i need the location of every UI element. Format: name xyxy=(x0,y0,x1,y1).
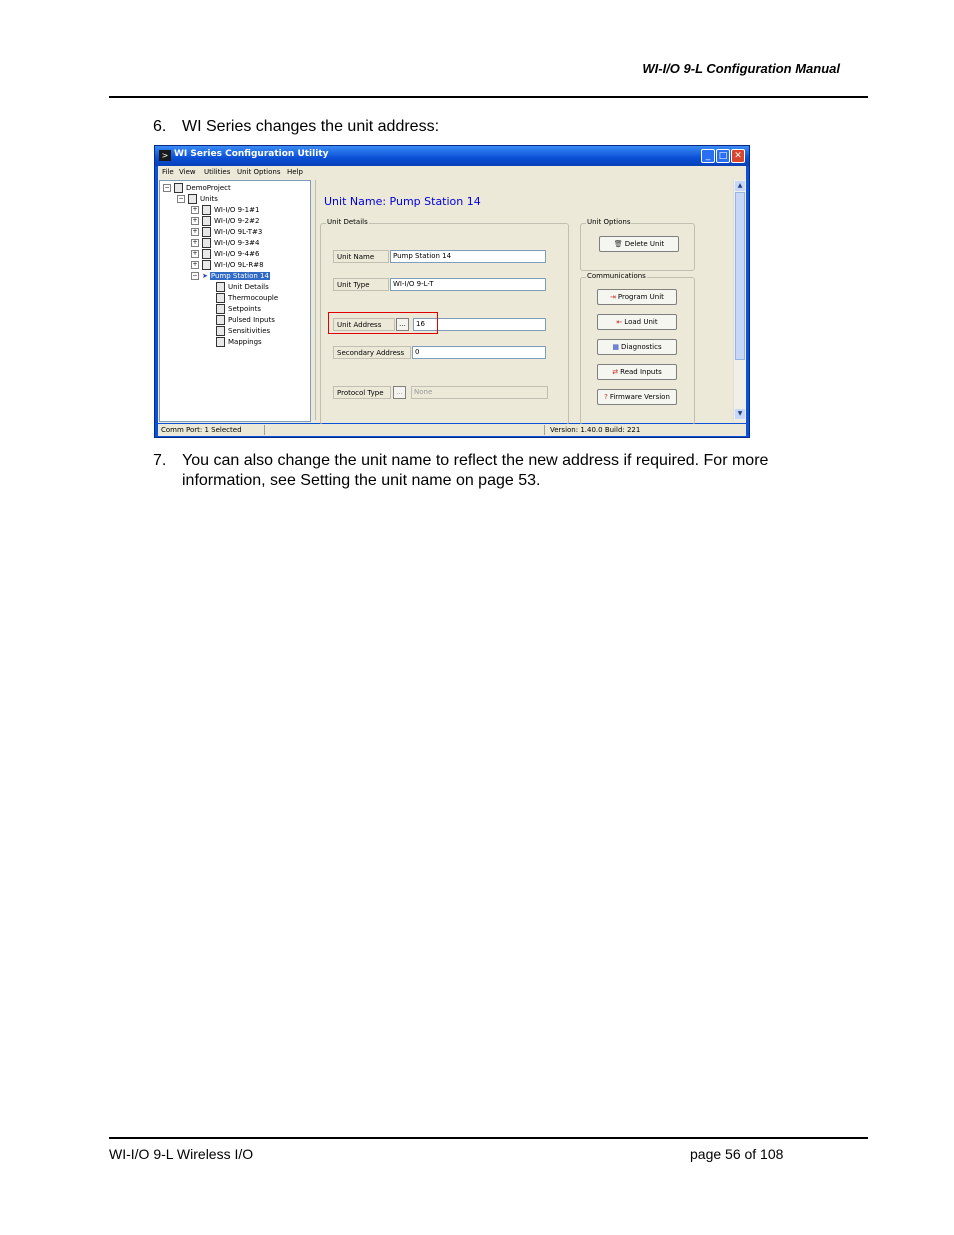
diagnostics-button[interactable]: ▦ Diagnostics xyxy=(597,339,677,355)
tree-child-unit-details[interactable]: Unit Details xyxy=(216,282,269,292)
footer-page-number: page 56 of 108 xyxy=(690,1146,784,1162)
expand-icon[interactable]: + xyxy=(192,239,198,246)
tree-unit[interactable]: + WI-I/O 9-1#1 xyxy=(192,206,260,214)
expand-icon[interactable]: + xyxy=(192,250,198,257)
menu-bar xyxy=(158,166,746,178)
unit-name-label: Unit Name xyxy=(333,250,389,263)
read-inputs-button[interactable]: ⇄ Read Inputs xyxy=(597,364,677,380)
footer-product: WI-I/O 9-L Wireless I/O xyxy=(109,1146,254,1162)
secondary-address-field[interactable]: 0 xyxy=(412,346,546,359)
sensitivities-icon xyxy=(216,326,225,336)
expand-icon[interactable]: + xyxy=(192,228,198,235)
tree-unit[interactable]: + WI-I/O 9-2#2 xyxy=(192,217,260,225)
protocol-type-label: Protocol Type xyxy=(333,386,391,399)
thermocouple-icon xyxy=(216,293,225,303)
tree-child-sensitivities[interactable]: Sensitivities xyxy=(216,326,270,336)
details-icon xyxy=(216,282,225,292)
app-icon: > xyxy=(159,150,171,161)
scroll-thumb[interactable] xyxy=(735,192,745,360)
group-label: Unit Details xyxy=(327,218,368,226)
pulsed-inputs-icon xyxy=(216,315,225,325)
collapse-icon[interactable]: − xyxy=(192,272,198,279)
vertical-scrollbar[interactable] xyxy=(733,180,746,420)
diagnostics-icon: ▦ xyxy=(612,343,619,351)
communications-group xyxy=(580,272,695,425)
tree-unit[interactable]: + WI-I/O 9L-T#3 xyxy=(192,228,263,236)
status-divider xyxy=(544,425,545,435)
unit-icon xyxy=(202,238,211,248)
mappings-icon xyxy=(216,337,225,347)
unit-details-group xyxy=(320,218,569,425)
menu-unit-options[interactable]: Unit Options xyxy=(237,168,281,176)
step-number: 7. xyxy=(153,452,167,469)
menu-view[interactable]: View xyxy=(179,168,196,176)
firmware-icon: ? xyxy=(604,393,608,401)
tree-unit[interactable]: + WI-I/O 9L-R#8 xyxy=(192,261,264,269)
tree-unit[interactable]: + WI-I/O 9-4#6 xyxy=(192,250,260,258)
tree-root[interactable]: − DemoProject xyxy=(164,184,231,192)
expand-icon[interactable]: + xyxy=(192,261,198,268)
protocol-type-browse-button[interactable]: ... xyxy=(393,386,406,399)
menu-file[interactable]: File xyxy=(162,168,174,176)
unit-type-field[interactable]: WI-I/O 9-L-T xyxy=(390,278,546,291)
units-icon xyxy=(188,194,197,204)
unit-options-group xyxy=(580,218,695,271)
unit-type-label: Unit Type xyxy=(333,278,389,291)
setpoints-icon xyxy=(216,304,225,314)
group-label: Unit Options xyxy=(587,218,631,226)
secondary-address-label: Secondary Address xyxy=(333,346,411,359)
maximize-button[interactable]: □ xyxy=(716,149,730,163)
expand-icon[interactable]: + xyxy=(192,217,198,224)
header-title: WI-I/O 9-L Configuration Manual xyxy=(642,61,840,76)
load-unit-button[interactable]: ⇤ Load Unit xyxy=(597,314,677,330)
program-icon: ⇥ xyxy=(610,293,616,301)
project-icon xyxy=(174,183,183,193)
title-bar xyxy=(155,146,749,166)
close-button[interactable]: ✕ xyxy=(731,149,745,163)
arrow-icon: ➤ xyxy=(202,272,208,280)
expand-icon[interactable]: + xyxy=(192,206,198,213)
menu-utilities[interactable]: Utilities xyxy=(204,168,231,176)
unit-name-heading: Unit Name: Pump Station 14 xyxy=(324,195,481,208)
delete-unit-button[interactable]: 🗑 Delete Unit xyxy=(599,236,679,252)
header-rule xyxy=(109,96,868,98)
tree-child-mappings[interactable]: Mappings xyxy=(216,337,262,347)
load-icon: ⇤ xyxy=(616,318,623,326)
minimize-button[interactable]: _ xyxy=(701,149,715,163)
window-title: WI Series Configuration Utility xyxy=(174,149,329,159)
status-divider xyxy=(264,425,265,435)
unit-icon xyxy=(202,249,211,259)
unit-icon xyxy=(202,205,211,215)
unit-name-field[interactable]: Pump Station 14 xyxy=(390,250,546,263)
tree-units[interactable]: − Units xyxy=(178,195,218,203)
tree-unit-selected[interactable]: − ➤ Pump Station 14 xyxy=(192,272,269,280)
program-unit-button[interactable]: ⇥ Program Unit xyxy=(597,289,677,305)
footer-rule xyxy=(109,1137,868,1139)
unit-address-browse-button[interactable]: ... xyxy=(396,318,409,331)
step-text: WI Series changes the unit address: xyxy=(182,118,440,135)
menu-help[interactable]: Help xyxy=(287,168,303,176)
tree-unit[interactable]: + WI-I/O 9-3#4 xyxy=(192,239,260,247)
app-window-screenshot xyxy=(154,145,750,438)
scroll-down-icon[interactable]: ▼ xyxy=(735,409,745,419)
client-area xyxy=(158,178,746,423)
unit-address-label: Unit Address xyxy=(333,318,395,331)
tree-child-pulsed-inputs[interactable]: Pulsed Inputs xyxy=(216,315,275,325)
unit-panel xyxy=(316,180,732,420)
step-number: 6. xyxy=(153,118,167,135)
scroll-up-icon[interactable]: ▲ xyxy=(735,181,745,191)
group-label: Communications xyxy=(587,272,646,280)
step-text: You can also change the unit name to reflect the new address if required. For more information, see Setting the unit name on page 53. xyxy=(182,452,769,489)
protocol-type-field[interactable]: None xyxy=(411,386,548,399)
status-version: Version: 1.40.0 Build: 221 xyxy=(550,426,641,434)
collapse-icon[interactable]: − xyxy=(164,184,170,191)
status-comm-port: Comm Port: 1 Selected xyxy=(161,426,242,434)
read-inputs-icon: ⇄ xyxy=(612,368,619,376)
tree-child-thermocouple[interactable]: Thermocouple xyxy=(216,293,278,303)
project-tree xyxy=(159,180,311,422)
collapse-icon[interactable]: − xyxy=(178,195,184,202)
status-bar xyxy=(158,424,746,436)
highlight-box xyxy=(328,312,438,334)
unit-icon xyxy=(202,227,211,237)
tree-child-setpoints[interactable]: Setpoints xyxy=(216,304,261,314)
unit-icon xyxy=(202,260,211,270)
firmware-version-button[interactable]: ? Firmware Version xyxy=(597,389,677,405)
trash-icon: 🗑 xyxy=(613,240,623,248)
unit-address-field[interactable]: 16 xyxy=(413,318,546,331)
unit-icon xyxy=(202,216,211,226)
